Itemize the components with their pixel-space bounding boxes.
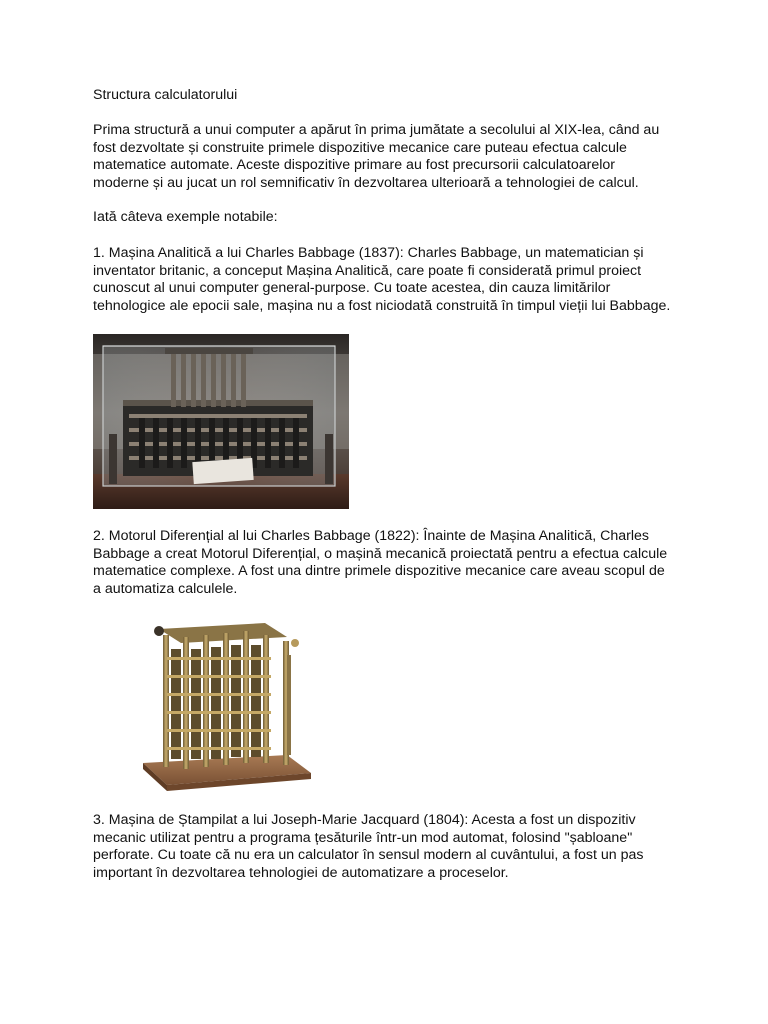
item-difference-engine: 2. Motorul Diferențial al lui Charles Babbage (1822): Înainte de Mașina Analitică, Charles Babbage a creat Motorul Diferențial, o mașină mecanică proiectată pentru a efectua calcule matematice complexe. A fost una dintre primele dispozitive mecanice care aveau scopul de a automatiza calculele. bbox=[93, 528, 668, 597]
intro-paragraph: Prima structură a unui computer a apărut în prima jumătate a secolului al XIX-lea, când au fost dezvoltate și construite primele dispozitive mecanice care puteau efectua calcule matematice automate. Aceste dispozitive primare au fost precursorii calculatoarelor moderne și au jucat un rol semnificativ în dezvoltarea ulterioară a tehnologiei de calcul. bbox=[93, 122, 660, 191]
difference-engine-photo bbox=[137, 615, 315, 795]
examples-lead-paragraph: Iată câteva exemple notabile: bbox=[93, 209, 278, 225]
item-jacquard-machine: 3. Mașina de Ștampilat a lui Joseph-Marie Jacquard (1804): Acesta a fost un dispozitiv mecanic utilizat pentru a programa țesăturile într-un mod automat, folosind "șabloane" perforate. Cu toate că nu era un calculator în sensul modern al cuvântului, a fost un pas important în dezvoltarea tehnologiei de automatizare a proceselor. bbox=[93, 812, 644, 881]
item-analytical-engine: 1. Mașina Analitică a lui Charles Babbage (1837): Charles Babbage, un matematician și inventator britanic, a conceput Mașina Analitică, care poate fi considerată primul proiect cunoscut al unui computer general-purpose. Cu toate acestea, din cauza limitărilor tehnologice ale epocii sale, mașina nu a fost niciodată construită în timpul vieții lui Babbage. bbox=[93, 245, 671, 314]
analytical-engine-photo bbox=[93, 334, 349, 509]
document-title: Structura calculatorului bbox=[93, 87, 238, 103]
